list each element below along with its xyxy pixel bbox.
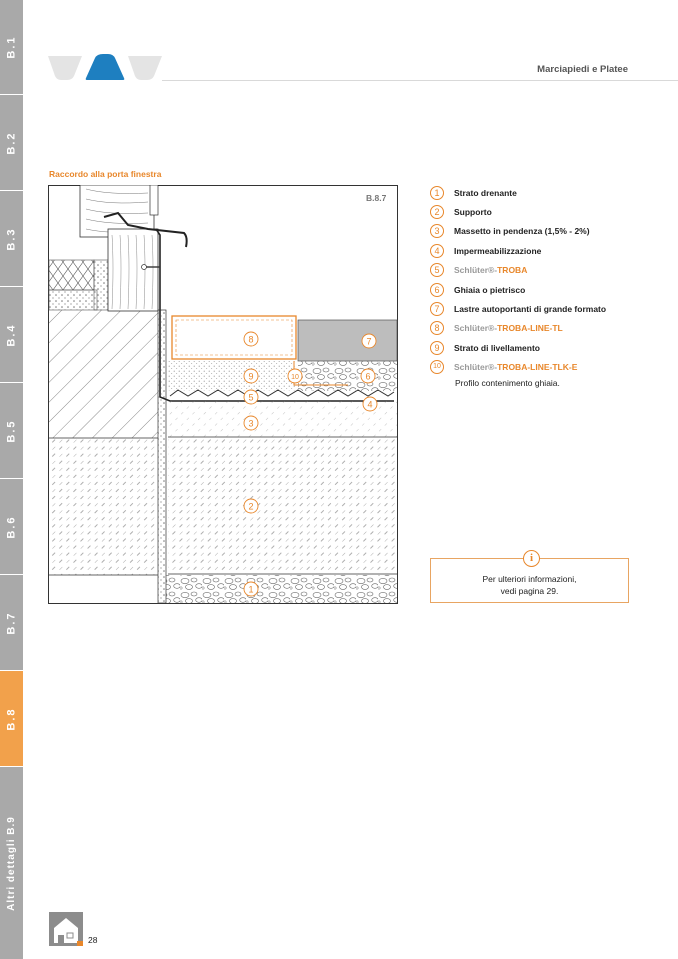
callout-2 (244, 499, 258, 513)
legend-number: 3 (430, 224, 444, 238)
legend-label: Lastre autoportanti di grande formato (454, 304, 607, 314)
tab-b1[interactable] (0, 0, 23, 94)
tab-label: Altri dettagli B.9 (6, 815, 17, 911)
legend-label: Supporto (454, 207, 492, 217)
svg-text:3: 3 (248, 418, 254, 429)
tab-label: B.3 (5, 226, 18, 251)
legend-item (430, 244, 541, 258)
tab-b9[interactable] (0, 767, 23, 959)
legend-label: Strato drenante (454, 188, 517, 198)
legend-item (430, 302, 606, 316)
header-logo (47, 54, 165, 82)
callout-4 (363, 397, 377, 411)
technical-drawing (48, 185, 398, 604)
legend-label: Strato di livellamento (454, 343, 540, 353)
tab-b3[interactable] (0, 191, 23, 286)
info-line-1: Per ulteriori informazioni, (482, 574, 577, 584)
callout-3 (244, 416, 258, 430)
legend-item (430, 341, 540, 355)
legend-label: Impermeabilizzazione (454, 246, 542, 256)
callout-5 (244, 390, 258, 404)
tab-b8[interactable] (0, 671, 23, 766)
info-text (431, 573, 628, 597)
page-header-title: Marciapiedi e Platee (537, 64, 628, 75)
brand-product: TROBA (497, 265, 528, 275)
legend-item (430, 321, 563, 335)
legend-number: 9 (430, 341, 444, 355)
svg-text:10: 10 (291, 374, 299, 381)
tab-label: B.5 (5, 418, 18, 443)
callout-1 (244, 582, 258, 596)
home-icon[interactable] (49, 912, 83, 946)
section-title: Raccordo alla porta finestra (49, 169, 162, 179)
legend-number: 8 (430, 321, 444, 335)
page-number: 28 (88, 935, 98, 945)
legend-number: 6 (430, 283, 444, 297)
legend-label (454, 360, 577, 374)
svg-text:9: 9 (248, 371, 254, 382)
callout-8 (244, 332, 258, 346)
tab-label: B.6 (5, 514, 18, 539)
brand-prefix: Schlüter®- (454, 265, 498, 275)
brand-product: TROBA-LINE-TL (497, 323, 563, 333)
tab-label: B.2 (5, 130, 18, 155)
legend-number: 4 (430, 244, 444, 258)
drawing-code: B.8.7 (366, 193, 387, 203)
brand-prefix: Schlüter®- (454, 362, 498, 372)
legend-item (430, 186, 517, 200)
tab-label: B.7 (5, 610, 18, 635)
tab-label: B.1 (5, 35, 18, 59)
svg-text:1: 1 (248, 584, 254, 595)
brand-product: TROBA-LINE-TLK-E (497, 362, 578, 372)
tab-b5[interactable] (0, 383, 23, 478)
legend-number: 10 (430, 360, 444, 374)
legend-item (430, 224, 590, 238)
tab-b2[interactable] (0, 95, 23, 190)
legend-item (430, 263, 527, 277)
svg-text:2: 2 (248, 501, 254, 512)
callout-6 (361, 369, 375, 383)
callout-9 (244, 369, 258, 383)
tab-label: B.8 (5, 706, 18, 731)
callout-7 (362, 334, 376, 348)
legend-label: Ghiaia o pietrisco (454, 285, 526, 295)
svg-text:6: 6 (365, 371, 371, 382)
svg-text:4: 4 (367, 399, 373, 410)
legend-number: 1 (430, 186, 444, 200)
legend-label (454, 263, 527, 277)
header-divider (162, 80, 678, 81)
tab-b6[interactable] (0, 479, 23, 574)
info-icon: i (523, 550, 540, 567)
legend-number: 2 (430, 205, 444, 219)
legend-number: 7 (430, 302, 444, 316)
legend-label: Massetto in pendenza (1,5% - 2%) (454, 226, 590, 236)
svg-text:5: 5 (248, 392, 254, 403)
legend-item (430, 205, 492, 219)
legend-number: 5 (430, 263, 444, 277)
info-box (430, 552, 629, 603)
tab-b4[interactable] (0, 287, 23, 382)
callout-10 (288, 369, 302, 383)
legend-note: Profilo contenimento ghiaia. (455, 378, 560, 388)
tab-b7[interactable] (0, 575, 23, 670)
svg-text:8: 8 (248, 334, 254, 345)
info-line-2[interactable]: vedi pagina 29. (500, 586, 559, 596)
svg-text:7: 7 (366, 336, 372, 347)
legend-item (430, 360, 577, 374)
tab-label: B.4 (5, 322, 18, 347)
brand-prefix: Schlüter®- (454, 323, 498, 333)
legend-label (454, 321, 563, 335)
legend-item (430, 283, 525, 297)
